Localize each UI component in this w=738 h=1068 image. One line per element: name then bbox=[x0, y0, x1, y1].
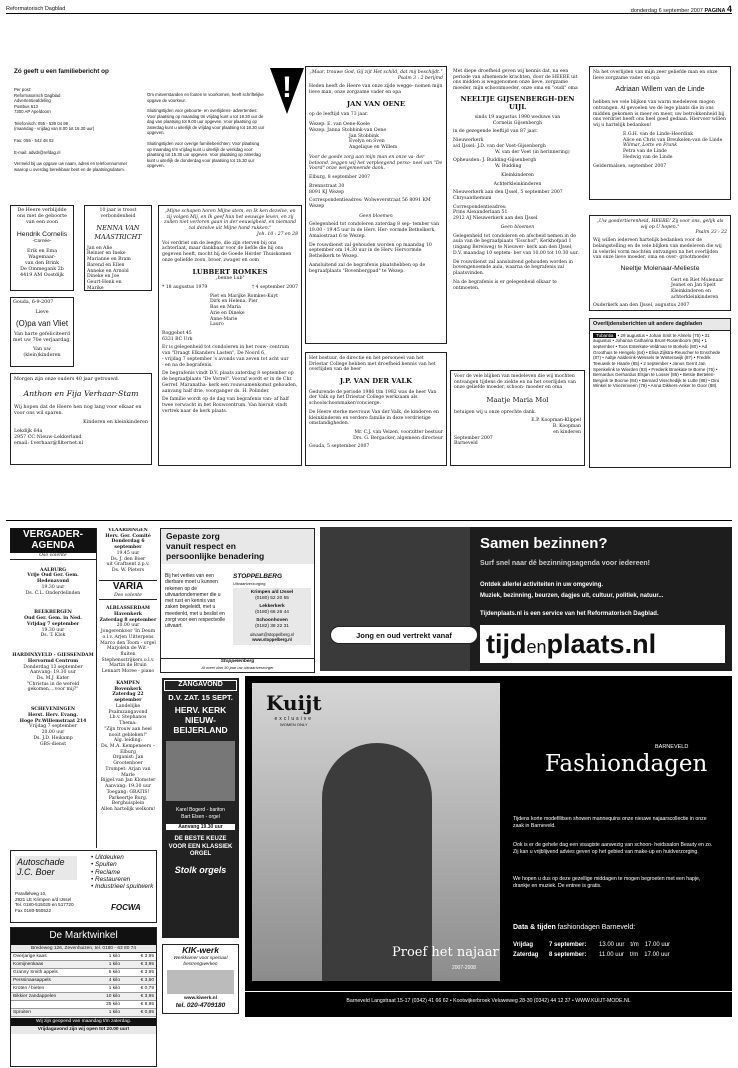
price-cell bbox=[13, 1002, 90, 1008]
date-row: Vrijdag 7 september: 13.00 uur t/m 17.00 uur bbox=[513, 942, 671, 948]
boer-name: Autoschade J.C. Boer bbox=[15, 856, 77, 880]
section-divider bbox=[6, 520, 732, 521]
price-cell: 1 kilo bbox=[108, 1009, 120, 1015]
agenda-item: HARDINXVELD - GIESSENDAM Hervormd Centrum Donderdag 13 september Aanvang: 19.30 uur Ds. M.J. Kater "Christus in de wereld gekomen....voor mij?" bbox=[12, 653, 94, 693]
info-email: E-mail: advdr@refdag.nl bbox=[14, 149, 61, 155]
romkes-text: Voi verdriet om de leegte, die zijn sterven bij ons achterlaat, maar dankbaar voor de liefde die hij ons gegeven heeft, mocht hij de Goede Herder Thuiskomen onze geliefde zoon, broer, zwager en oom bbox=[162, 240, 292, 263]
ad-anthon bbox=[10, 373, 152, 465]
romkes-dates: * 18 augustus 1979 † 4 september 2007 bbox=[162, 284, 298, 290]
ad-kik-werk: KIK-werk Werkkamer voor speciaal bestrengwerken www.kiwerk.nl tel. 020-4709180 bbox=[162, 944, 239, 1014]
death-notices-text: • 29 augustus • Johan Smit te Almelo (75) • 31 augustus • Johanna Catharina Brunt-Rosenboom (85) • 1 september • Toos Esterkate-Veldman te Borkelo (80) • Ad Groothuis te Hengelo (64) • Elisa Zijlstra-Reuscher te Enschede (87) • Aaltje Aalderink-Wessels te Winterswijk (87) • Fredrik Teeuwsk te Haarle (85) • 2 september • Janus Gerrit Jan Spenkelink te Wierden (93) • Frederik Broekate te Borne (76) • Bernardus Gerhardus Elsjan te Losser (85) • Betsie Bertelen-Bergink te Bocme (84) • Bernard Visschedijk te Lutte (88) • Dini Winkel te Vriezenveen (79) • Anna Dikkers-Anker te Goor (88). bbox=[593, 332, 721, 389]
tool-photo bbox=[167, 970, 234, 994]
valk-name: J.P. VAN DER VALK bbox=[339, 377, 413, 386]
oene-name: JAN VAN OENE bbox=[346, 99, 406, 108]
price-cell: 5 kilo bbox=[108, 969, 120, 975]
price-cell: 4 kilo bbox=[108, 977, 120, 983]
price-cell: € 0,79 bbox=[140, 985, 154, 991]
price-cell: Granny Smith appels bbox=[13, 969, 58, 975]
agenda-item: KAMPEN Bovenkerk Zaterdag 22 september Landelijke Psalmzangavond l.b.v. Stephanos Thema: "Zijn trouw aan heel nooit gebleken!" Alg. leiding: Ds. M.A. Kempeneers – Elburg Organist: Jan Grootenboer Trompet: Arjan van Marle Bijgel.van Jan Klomster Aanvang: 19.30 uur Toegang: GRATIS! Parkeertje Burg. Berghuisplein Allen hartelijk welkom! bbox=[100, 680, 156, 813]
ad-maatje: Voor de vele blijken van medeleven die wij mochten ontvangen tijdens de ziekte en na het overlijden van onze geliefde moeder, schoon- moeder en oma Maatje Maria Mol betuigen wij u onze oprechte dank. E.P. Koopman-Klippel B. Koopman en kinderen September 2007 Barneveld bbox=[450, 370, 585, 466]
romkes-nick: „benne Lub" bbox=[215, 276, 245, 282]
info-note-1: Om misverstanden en fouten te voorkomen, heeft schriftelijke opgave de voorkeur. bbox=[147, 92, 264, 103]
ad-oene: „Maar, trouwe God, Gij zijt Het schild, dat mij beschijdt." Psalm 3 : 2 berijmd Heden heeft de Heere van onze zijde wegge- nomen mijn lieve man, onze zorgzame vader en opa JAN VAN OENE op de leeftijd van 73 jaar. Wezep: E. van Oene-Koele Wezep: Janna Stobbink-van Oene Jan Stobbink Evelyn en Sven Angelique en Willem Voor de goede zorg aan mijn man en onze va- der betoond, zeggen wij het verpleegend perso- neel van "De Voord" onze welgemeende dank. Elburg, 8 september 2007 Brennstraat 30 8091 KJ Wezep Correspondentieadres: Wolweverstraat 56 8091 KM Wezep Geen bloemen Gelegenheid tot condoleren zaterdag 8 sep- tember van 19.00 - 19.45 uur in de Herv. Her- vormde Bethelkerk, Amalostraat 6 te Wezep. De rouwdienst zal gehouden worden op maandag 10 september om 14.30 uur in de Herv. Hervormde Bethelkerk te Wezep. Aansluitend zal de begrafenis plaatshebben op de begraafplaats "Bovenbergpad" te Wezep. bbox=[305, 66, 447, 344]
baby-nick: -Cornée- bbox=[32, 239, 52, 245]
ad-nenna: 10 jaar is troost verbondenheid NENNA VAN MAASTRICHT Jan en Alie Reinier en Ineke Marianne en Bram Barend en Ellen Anneke en Arnold Dineke en Joe Geurt-Henk en Marike bbox=[84, 205, 152, 291]
stolk-logo: Stolk orgels bbox=[174, 864, 227, 875]
ad-vliet: Gouda, 6-9-2007 Lieve (O)pa van Vliet Van harte gefeliciteerd met uw 70e verjaardag. Van uw (klein)kinderen bbox=[10, 297, 74, 367]
price-cell: 1 kilo bbox=[108, 953, 120, 959]
ad-samen-bezinnen: Samen bezinnen? Surf snel naar dé bezinningsagenda voor iedereen! Ontdek allerlei activiteiten in uw omgeving. Muziek, bezinning, beurzen, dagjes uit, cultuur, politiek, natuur... Tijdenplaats.nl is een service van het Reformatorisch Dagblad. tijdenplaats.nl bbox=[320, 527, 732, 671]
death-notices-title: Overlijdensberichten uit andere dagbladen bbox=[590, 319, 730, 331]
price-row bbox=[11, 1009, 156, 1017]
price-cell: € 3,95 bbox=[140, 953, 154, 959]
romkes-name: LUBBERT ROMKES bbox=[192, 267, 268, 276]
ad-zangavond: ZANGAVOND D.V. ZAT. 15 SEPT. HERV. KERK NIEUW- BEIJERLAND Karel Bogerd - bariton Bart Elsen - orgel Aanvang 19.30 uur DE BESTE KEUZE VOOR EEN KLASSIEK ORGEL Stolk orgels bbox=[162, 678, 239, 938]
anthon-text: Wij hopen dat de Heere hen nog lang voor elkaar en voor ons wil sparen. bbox=[14, 404, 142, 416]
price-row bbox=[11, 961, 156, 969]
vliet-name: (O)pa van Vliet bbox=[15, 318, 68, 328]
price-cell: 10 kilo bbox=[106, 993, 120, 999]
info-address: Per post: Reformatorisch Dagblad Advertentieafdeling Postbus 613 7300 AP Apeldoorn bbox=[14, 87, 61, 115]
stoppelberg-logo: STOPPELBERG bbox=[233, 573, 283, 580]
kuijt-footer: Barneveld Langstraat 15-17 (0342) 41 66 62 • Kootwijkerbroek Veluweweg 28-30 (0342) 44 12 37 • WWW.KUIJT-MODE.NL bbox=[245, 991, 732, 1005]
tijdenplaats-logo: tijdenplaats.nl bbox=[480, 625, 725, 663]
agenda-column: VERGADER-AGENDA Oso volente AALBURG Vrije Oud Ger. Gem. Hedenavond 19.30 uur Ds. C.L. Onderdelinden BEEKBERGEN Oud Ger. Gem. in Ned. Vrijdag 7 september 19.30 uur Ds. T. Klok HARDINXVELD - GIESSENDAM Hervormd Centrum Donderdag 13 september Aanvang: 19.30 uur Ds. M.J. Kater "Christus in de wereld gekomen....voor mij?" SCHEVENINGEN Herst. Herv. Evang. Hoge Pr.Willemstraat 214 Vrijdag 7 september 20.00 uur Ds. J.D. Heikamp GBS-dienst bbox=[10, 528, 97, 848]
kuijt-photo: Kuijt exclusive WOMEN ONLY Proef het najaar 2007-2008 bbox=[252, 683, 500, 981]
fashiondagen-title: Fashiondagen bbox=[545, 751, 708, 777]
romkes-quote: „Mijne schapen horen Mijne stem, en Ik ken dezelve, en zij volgen Mij, en Ik geef hun het eeuwige leven, en zij zullen niet verloren gaan in der eeuwigheid, en niemand zal dezelve uit Mijne hand rukken." bbox=[163, 209, 297, 232]
price-cell: Bikkier zandappelen bbox=[13, 993, 57, 999]
price-cell: € 3,50 bbox=[140, 977, 154, 983]
agenda-item: AALBURG Vrije Oud Ger. Gem. Hedenavond 19.30 uur Ds. C.L. Onderdelinden bbox=[25, 567, 81, 596]
price-row bbox=[11, 977, 156, 985]
price-cell: 1 kilo bbox=[108, 961, 120, 967]
price-cell: € 0,85 bbox=[140, 1009, 154, 1015]
ad-autoschade: Autoschade J.C. Boer • Uitdeuken • Spuiten • Reclame • Restaureren • Industrieel spuitwerk Parallelweg 10, 2921 LE Krimpen a/d IJssel Tel. 0180-515025 en 517720 Fax 0180-550522 FOCWA bbox=[10, 850, 157, 923]
info-note-2: Sluitingstijden voor geboorte- en overlijdens- advertenties: Voor plaatsing op maandag tm vrijdag kunt u tot 18.30 uur de dag van plaatsing tot 9.00 uur opgeven. Voor plaatsing op zaterdag kunt u uiterlijk de vrijdag voor plaatsing tot 18.30 uur opgeven. bbox=[147, 108, 265, 136]
info-phone: Telefonisch: 055 - 539 04 99 (maandag - vrijdag van 8.00 tot 16.30 uur) bbox=[14, 120, 95, 132]
info-box bbox=[14, 68, 306, 193]
ad-kuijt: Kuijt exclusive WOMEN ONLY Proef het najaar 2007-2008 BARNEVELD Fashiondagen Tijdens korte modefilitsen showen mannequins onze nieuwe najaarscollectie in onze zaak in Barneveld. Ook is er de gehele dag een visagiste aanwezig van schoon- heidssalon Beauty en zo. Zij kan u vrijblijvend advies geven op het gebied van make-up en huidverzorging. We hopen u dus op deze gezellige middagen te mogen begroeten met een hapje, drankje en muziek. De entree is gratis. Data & tijden fashiondagen Barneveld: Vrijdag 7 september: 13.00 uur t/m 17.00 uur Zaterdag 8 september: 11.00 uur t/m 17.00 uur Barneveld Langstraat 15-17 (0342) 41 66 62 • Kootwijkerbroek Veluweweg 28-30 (0342) 44 12 37 • WWW.KUIJT-MODE.NL bbox=[245, 676, 732, 1017]
nenna-name: NENNA VAN MAASTRICHT bbox=[94, 224, 142, 241]
price-row bbox=[11, 1001, 156, 1009]
focwa-logo: FOCWA bbox=[111, 903, 141, 912]
agenda-column-2: VLAARDINGEN Herv. Ger. Comité Donderdag 6 september 19.45 uur Ds. J. den Boer uit Graftsent z.p.v. Ds. W. Pieters VARIA Deo volente ALBLASSERDAM Havenkerk Zaterdag 8 september 20.00 uur Jongerenkoor 'In Deum o.l.v. Arjen Uitterpens Marco den Toom - orgel Marjolein de Wit - fluiten Stephensstrijkers o.l.v. Martin de Bruin Lennart Moree - piano KAMPEN Bovenkerk Zaterdag 22 september Landelijke Psalmzangavond l.b.v. Stephanos Thema: "Zijn trouw aan heel nooit gebleken!" Alg. leiding: Ds. M.A. Kempeneers – Elburg Organist: Jan Grootenboer Trompet: Arjan van Marle Bijgel.van Jan Klomster Aanvang: 19.30 uur Toegang: GRATIS! Parkeertje Burg. Berghuisplein Allen hartelijk welkom! bbox=[99, 528, 157, 813]
price-row bbox=[11, 969, 156, 977]
vliet-word: Lieve bbox=[35, 309, 49, 315]
price-cell: € 3,95 bbox=[140, 969, 154, 975]
price-cell: € 8,95 bbox=[140, 1001, 154, 1007]
ad-marktwinkel: De Marktwinkel Bredeweg 126, Zevenhuizen, tel. 0180 - 63 80 74 Overjarige kaas 1 kilo € 3,95 Komijnenkaas 1 kilo € 3,95 Granny Smith appels 5 kilo € 3,95 Perssinaasappels 4 kilo € 3,50 Kroten / bieten 1 kilo € 0,79 Bikkier zandappelen 10 kilo € 3,95 25 kilo € 8,95 Spruiten 1 kilo € 0,85 Wij zijn geopend van maandag t/m zaterdag. Vrijdagavond zijn wij open tot 20.00 uur! bbox=[10, 927, 157, 1067]
price-cell: 25 kilo bbox=[106, 1001, 120, 1007]
ad-birth-cornelis: De Heere verblijdde ons met de geboorte van een zoon Hendrik Cornelis -Cornée- Erik en Ema Wagemaar- van den Brink De Ommegank 2b 4419 AM Oostdijk bbox=[10, 205, 74, 291]
varia-title: VARIA bbox=[99, 580, 157, 594]
date-row: Zaterdag 8 september: 11.00 uur t/m 17.00 uur bbox=[513, 952, 670, 958]
newspaper-name: Reformatorisch Dagblad bbox=[6, 6, 66, 12]
ad-neeltje: Met diepe droefheid geven wij kennis dat, na een periode van afnemende krachten, door de HEERE uit ons midden is weggenomen onze lieve, zorgzame moeder, mijn schoonmoeder, onze oma en "oudi" oma NEELTJE GIJSENBERGH-DEN UIJL sinds 19 augustus 1990 weduwe van Cornelis Gijsenbergh in de gezegende leeftijd van 87 jaar. Nieuwerkerk a/d IJssel: J.D. van der Voet-Gijsenbergh W. van der Voet (in herinnering) Opheusden: J. Budding-Gijsenbergh W. Budding Kleinkinderen Achterkleinkinderen Nieuwerkerk aan den IJssel, 5 september 2007 Chrysanthemum Correspondentieadres: Prins Alexanderlaan 51 2912 AJ Nieuwerkerk aan den IJssel Geen bloemen Gelegenheid tot condoleren en afscheid nemen in de aula van de begraafplaats "Esschof", Kerkhofpad 1 (ingang Bereiweg) te Nieuwer- kerk aan den IJssel, D.V. maandag 10 septem- ber van 10.00 tot 10.30 uur. De rouwdienst zal aansluitend gehouden worden in bovengenoemde aula, waarna de begrafenis zal plaatsvinden. Na de begrafenis is er gelegenheid elkaar te ontmoeten. bbox=[450, 66, 585, 362]
price-cell: € 3,95 bbox=[140, 993, 154, 999]
info-fax: Fax: 055 - 542 48 02 bbox=[14, 138, 54, 144]
price-cell: Kroten / bieten bbox=[13, 985, 45, 991]
price-row bbox=[11, 953, 156, 961]
marktwinkel-title: De Marktwinkel bbox=[11, 928, 156, 945]
baby-name: Hendrik Cornelis bbox=[16, 230, 68, 238]
price-cell: Komijnenkaas bbox=[13, 961, 44, 967]
samen-title: Samen bezinnen? bbox=[480, 535, 608, 552]
anthon-intro: Morgen zijn onze ouders 40 jaar getrouwd. bbox=[14, 377, 120, 382]
price-cell: Spruiten bbox=[13, 1009, 31, 1015]
page-header bbox=[6, 4, 732, 14]
anthon-from: Kinderen en kleinkinderen bbox=[83, 419, 148, 425]
singer-photo bbox=[166, 741, 235, 801]
maatje-name: Maatje Maria Mol bbox=[486, 396, 549, 405]
price-row bbox=[11, 993, 156, 1001]
anthon-name: Anthon en Fija Verhaar-Stam bbox=[23, 388, 139, 398]
ad-linde: Na het overlijden van mijn zeer geliefde man en onze lieve zorgzame vader en opa Adriaan Willem van de Linde hebben we vele blijken van warm medeleven mogen ontvangen. Al gevoelen we de lege plaats die in ons midden gekomen is meer en meer, uw betrokkenheid bij ons verdriet heeft ons heel goed gedaan. Hiervoor willen wij u hartelijk bedanken! E.G.H. van de Linde-Heerdink Alice en Chris van Breukelen-van de Linde Wilmar, Lotte en Frank Petra van de Linde Hedwig van de Linde Geldermalsen, september 2007 bbox=[589, 66, 731, 200]
meliste-name: Neeltje Molenaar-Melieste bbox=[620, 265, 700, 273]
price-cell: Perssinaasappels bbox=[13, 977, 51, 983]
ad-romkes: „Mijne schapen horen Mijne stem, en Ik ken dezelve, en zij volgen Mij, en Ik geef hun het eeuwige leven, en zij zullen niet verloren gaan in der eeuwigheid, en niemand zal dezelve uit Mijne hand rukken." Joh. 10 : 27 en 28 Voi verdriet om de leegte, die zijn sterven bij ons achterlaat, maar dankbaar voor de liefde die hij ons gegeven heeft, mocht hij de Goede Herder Thuiskomen onze geliefde zoon, broer, zwager en oom LUBBERT ROMKES „benne Lub" * 18 augustus 1979 † 4 september 2007 Piet en Marijke Romkes-Kuyt Dirk en Helena, Pier Bas en Maria Arie en Dineke Anne-Marie Lauro Roggebot 45 6331 BC Urk Er is gelegenheid tot condoleren in het rouw- centrum van "Draagt Elkanders Lasten", De Noord 6, - vrijdag 7 september 's avonds van zeven tot acht uur - en na de begrafenis. De begrafenis vindt D.V. plaats zaterdag 8 september op de begraafplaats "De Vorrel". Vooraf wordt er in de Chr. Gerref. Maranatha- kerk een rouwsamenkomst gehouden, aanvang half drie, voorganger ds. H. Polinder. De familie wordt op de dag van begrafenis van- af half twee verwacht in het Rouwcentrum. Van hieruit vindt vertrek naar de kerk plaats. bbox=[158, 205, 302, 466]
stoppelberg-title: Gepaste zorg vanuit respect en persoonlijke benadering bbox=[161, 529, 314, 564]
agenda-title: VERGADER-AGENDA bbox=[10, 528, 96, 553]
neeltje-name: NEELTJE GIJSENBERGH-DEN UIJL bbox=[460, 94, 575, 112]
samen-tagline: Jong en oud vertrekt vanaf bbox=[330, 626, 478, 644]
exclamation-mark: ! bbox=[282, 71, 292, 104]
ad-stoppelberg: Gepaste zorg vanuit respect en persoonlijke benadering Bij het verlies van een dierbare moet u kunnen rekenen op de uitvaartondernemer die u met rust en kennis van zaken begeleidt, met u meedenkt, met u beslist en zorgt voor een respectvolle uitvaart. STOPPELBERG Uitvaartverzorging Krimpen a/d IJssel (0180) 52 20 55 Lekkerkerk (0180) 66 26 44 Schoonhoven (0182) 38 22 31 uitvaart@stoppelberg.nl www.stoppelberg.nl Stoppelenberg Al meer dan 30 jaar uw uitvaartverzorger bbox=[160, 528, 315, 673]
romkes-ref: Joh. 10 : 27 en 28 bbox=[256, 231, 298, 237]
info-note: Vermeld bij uw opgave uw naam, adres en telefoonnummer waarop u overdag bereikbaar bent en de plaatsingsdatum. bbox=[14, 161, 128, 172]
info-note-3: Sluitingstijden voor overige familieberichten: Voor plaatsing op maandag t/m vrijdag kunt u uiterlijk de werkdag voor plaatsing tot 15.30 uur opgeven. Voor plaatsing op zaterdag kunt u uiterlijk de donderdag voor plaatsing tot 15.30 uur opgeven. bbox=[147, 141, 261, 169]
anthon-address: Lekdijk 64a 2957 CC Nieuw-Lekkerland email: f.verhaar@filternet.nl bbox=[14, 428, 84, 446]
ad-valk: Het bestuur, de directie en het personeel van het Driestar College hebben met droefheid kennis van het overlijden van de heer J.P. VAN DER VALK Gedurende de periode 1986 t/m 1982 was de heer Van der Valk op het Driestar College werkzaam als schoolschoonmaker/concierge. De Heere sterke mevrouw Van der Valk, de kinderen en kleinkinderen en verdere familie in deze verdrietige omstandigheden. Mr. C.J. van Velzen, voorzitter bestuur Drs. G. Bergacker, algemeen directeur Gouda, 5 september 2007 bbox=[305, 352, 447, 466]
header-date: donderdag 6 september 2007 bbox=[630, 8, 703, 14]
vliet-place: Gouda, 6-9-2007 bbox=[13, 300, 54, 305]
kuijt-logo: Kuijt exclusive WOMEN ONLY bbox=[266, 691, 322, 728]
agenda-item: ALBLASSERDAM Havenkerk Zaterdag 8 september 20.00 uur Jongerenkoor 'In Deum o.l.v. Arjen Uitterpens Marco den Toom - orgel Marjolein de Wit - fluiten Stephensstrijkers o.l.v. Martin de Bruin Lennart Moree - piano bbox=[99, 606, 157, 675]
source-tag: Tubantia bbox=[593, 333, 616, 338]
ad-meliste: „Uw goedertierenheid, HEERE! Zij voor ons, gelijk als wij op U hopen." Psalm 33 : 22 Wij willen iedereen hartelijk bedanken voor de belangstelling en de vele blijken van medeleven die wij in velerlei vorm mochten ontvangen na het overlijden van onze lieve moeder, oma en over- grootmoeder Neeltje Molenaar-Melieste Gert en Riet Molenaar Jeanet en Jan Spelt Kleinkinderen en achterkleinkinderen Ouderkerk aan den IJssel, augustus 2007 bbox=[589, 215, 731, 311]
agenda-item: BEEKBERGEN Oud Ger. Gem. in Ned. Vrijdag 7 september 19.30 uur Ds. T. Klok bbox=[24, 610, 82, 639]
price-cell: 1 kilo bbox=[108, 985, 120, 991]
price-cell: € 3,95 bbox=[140, 961, 154, 967]
page-label: PAGINA bbox=[704, 8, 726, 14]
linde-name: Adriaan Willem van de Linde bbox=[615, 86, 705, 94]
agenda-item: VLAARDINGEN Herv. Ger. Comité Donderdag 6 september 19.45 uur Ds. J. den Boer uit Graftsent z.p.v. Ds. W. Pieters bbox=[105, 528, 151, 574]
death-notices bbox=[589, 318, 731, 468]
price-cell: Overjarige kaas bbox=[13, 953, 47, 959]
price-row bbox=[11, 985, 156, 993]
info-title: Zó geeft u een familiebericht op bbox=[14, 68, 109, 75]
oene-quote: „Maar, trouwe God, Gij zijt Het schild, dat mij beschijdt." bbox=[309, 70, 443, 75]
page-number: 4 bbox=[726, 4, 732, 14]
people-photo bbox=[320, 527, 470, 671]
price-list bbox=[11, 953, 156, 1017]
agenda-item: SCHEVENINGEN Herst. Herv. Evang. Hoge Pr.Willemstraat 214 Vrijdag 7 september 20.00 uur Ds. J.D. Heikamp GBS-dienst bbox=[19, 707, 87, 747]
